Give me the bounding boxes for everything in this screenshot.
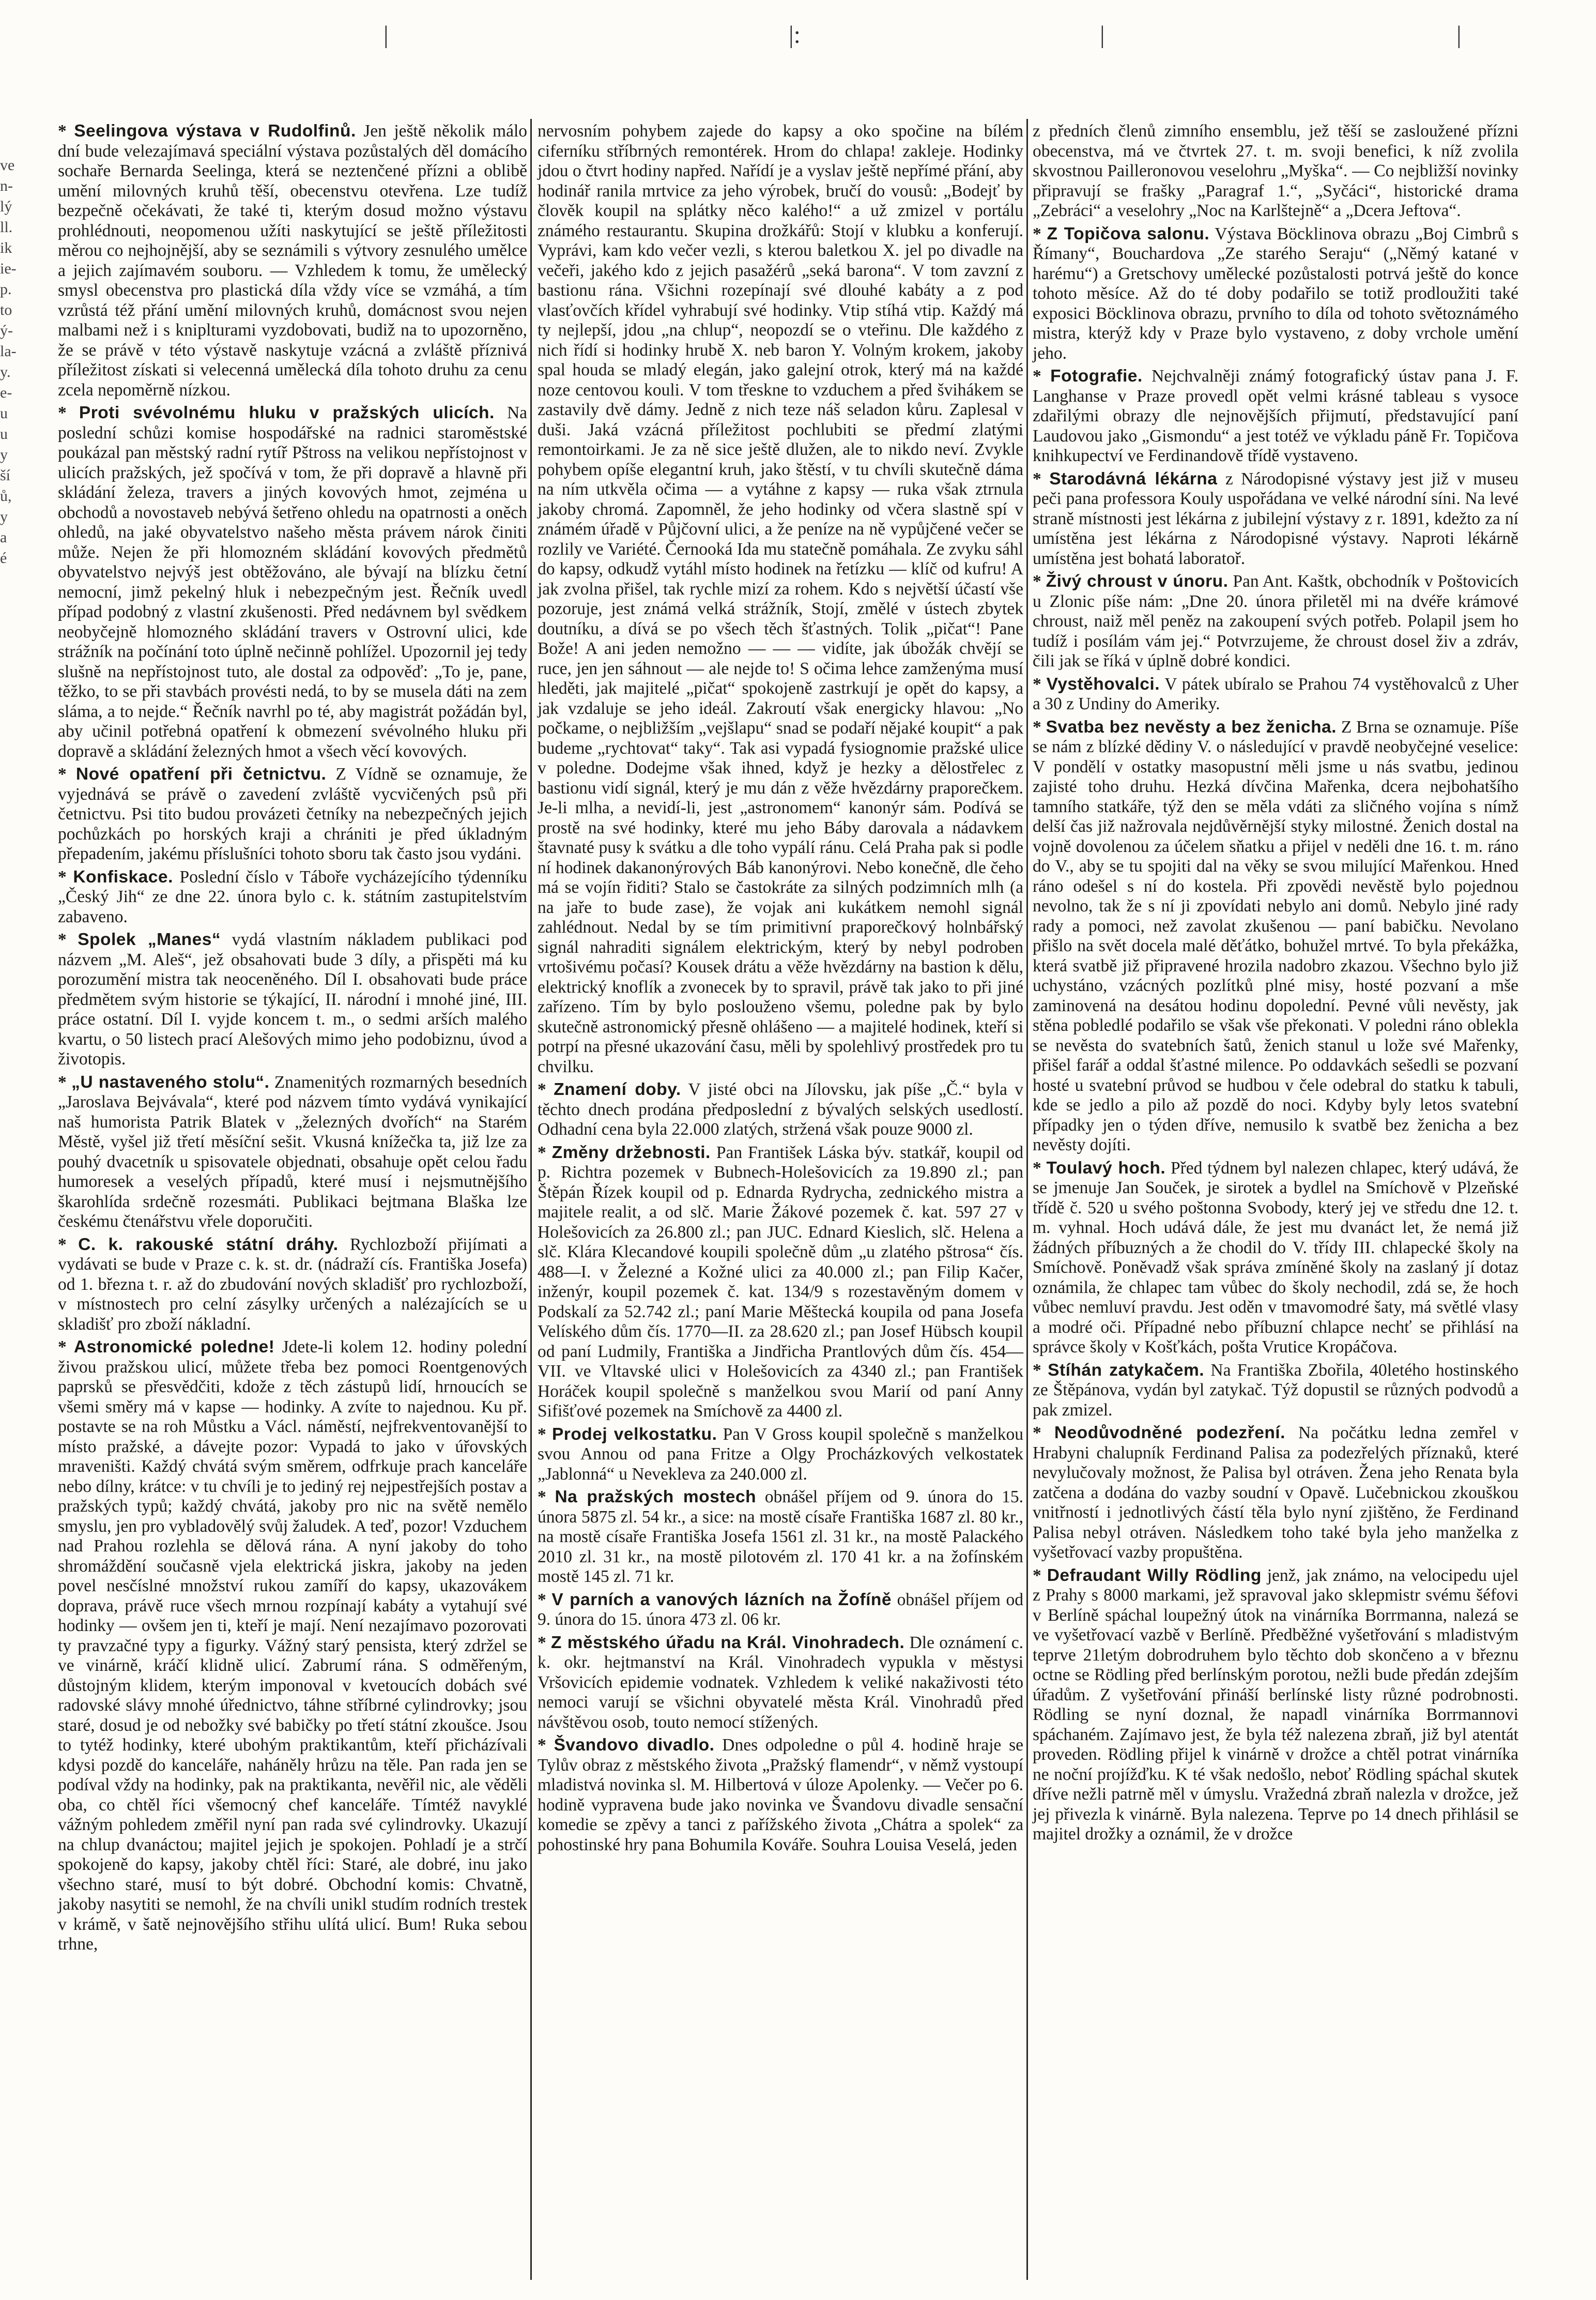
article-headline: „U nastaveného stolu“. (71, 1072, 270, 1092)
edge-fragment: to (0, 301, 12, 318)
edge-fragment: a (0, 529, 7, 546)
article-body: Dle oznámení c. k. okr. hejtmanství na Král. Vinohradech vypukla v městysi Vršovicích epidemie vodnatek. Vzhledem k veliké nakaživosti této nemoci varují se všichni obyvatelé města Král. Vinohradů před návštěvou osob, touto nemocí stížených. (538, 1633, 1023, 1732)
article-body: obnášel příjem od 9. února do 15. února 5875 zl. 54 kr., a sice: na mostě císaře Františka 1687 zl. 80 kr., na mostě císaře Františka Josefa 1561 zl. 31 kr., na mostě Palackého 2010 zl. 31 kr., na mostě pilotovém zl. 170 41 kr. a na žofínském mostě 145 zl. 71 kr. (538, 1487, 1023, 1586)
article-body: Znamenitých rozmarných besedních „Jaroslava Bejvávala“, které pod názvem tímto vydává vynikající naš humorista Patrik Blatek v „železných dvořích“ na Starém Městě, vyšel již třetí měsíční sešit. Vkusná knížečka ta, již lze za pouhý dvacetník u spisovatele objednati, obsahuje opět celou řadu humoresek a veselých případů, které musí i nejsmutnějšího škarohlída srdečně rozesmáti. Publikaci bejtmana Blaška lze českému čtenářstvu vřele doporučiti. (58, 1072, 528, 1231)
article-headline: Neodůvodněné podezření. (1054, 1423, 1285, 1442)
article-headline: C. k. rakouské státní dráhy. (78, 1235, 339, 1254)
article-headline: Z Topičova salonu. (1047, 224, 1210, 243)
article-headline: Proti svévolnému hluku v pražských ulicích. (79, 403, 495, 422)
article-bullet: * (58, 121, 74, 141)
article-body: nervosním pohybem zajede do kapsy a oko spočine na bílém ciferníku stříbrných remontérek. Hrom do chlapa! zakleje. Hodinky jdou o čtvrt hodiny napřed. Nařídí je a vyslav ještě nepřímé přání, aby hodinář ranila mrtvice za jeho výrobek, bručí do vousů: „Bodejť by člověk koupil na splátky něco kalého!“ a už zmizel v portálu známého restaurantu. Skupina drožkářů: Stojí v klubku a konferují. Vyprávi, kam kdo večer vezli, s kterou baletkou X. jel po divadle na večeři, jakého kdo z jejich pasažérů „seká barona“. V tom zavzní z bastionu rána. Všichni rozepínají své dlouhé kabáty a z pod vlasťovčích křídel vyhrabují své hodinky. Vtip stíhá vtip. Každý má ty nejlepší, jdou „na chlup“, neopozdí se o vteřinu. Dle každého z nich řídí si hodinky hrubě X. neb baron Y. Volným krokem, jakoby spal houda se mladý elegán, jako galejní otrok, který má na každé noze centovou kouli. V tom třeskne to vzduchem a před švihákem se zastavily dvě dámy. Jedně z nich teze náš seladon kůru. Zaplesal v duši. Jaká vzácná příležitost pochlubiti se předmí zlatými remontoirkami. Je za ně sice ještě dlužen, ale to nikdo neví. Zvykle pohybem opíše elegantní kruh, jako štěstí, v tu chvíli skutečně dáma na ním utkvěla očima — a vytáhne z kapsy — ruka však ztrnula jakoby chromá. Zapomněl, že jeho hodinky od včera slastně spí v známém úřadě v Půjčovní ulici, a že peníze na ně vypůjčené večer se rozlily ve Variété. Černooká Ida mu statečně pomáhala. Ze zvyku sáhl do kapsy, odkudž vytáhl místo hodinek na řetízku — klíč od kufru! A jak zvolna přišel, tak rychle mizí za rohem. Kdo s největší účastí vše pozoruje, jest známá velká strážník, Stojí, změlé v ústech zbytek doutníku, a dívá se po všech těch šťastných. Tolik „pičat“! Pane Bože! A ani jeden nemožno — — — vidíte, jak úbožák chvějí se ruce, jen jen sáhnout — ale nejde to! S očima lehce zamženýma musí hleděti, jak majitelé „pičat“ spokojeně zastrkují je opět do kapsy, a jak vzdaluje se jeho ideál. Zakroutí však energicky hlavou: „No počkame, o nejbližším „vejšlapu“ snad se podaří nějaké koupit“ a pak budeme „rychtovat“ taky“. Tak asi vypadá fysiognomie pražské ulice v poledne. Dodejme však ihned, když je hezky a dělostřelec z bastionu vidí signál, který je mu dán z věže hvězdárny praporečkem. Je-li mlha, a nevidí-li, jest „astronomem“ kanonýr sám. Podívá se prostě na své hodinky, které mu jeho Báby darovala a nádavkem štavnaté pusy k svátku a dle toho vypálí ránu. Celá Praha pak si podle ní hodinek dakanonýrových Báb kanonýrovi. Nebo konečně, dle čeho má se vojín řiditi? Stalo se častokráte za silných podzimních mlh (a na jaře to bude zase), že vojak ani kukátkem nemohl signál zahlédnout. Nedal by se tím primitivní praporečkový holnbářský signál nahraditi signálem elektrickým, který by nebyl podroben vrtošivému počasí? Kousek drátu a věže hvězdárny na bastion k dělu, elektrický knoflík a zvonecek by to spravil, právě tak jako to při jiné zařízeno. Tím by bylo poslouženo všemu, poledne pak by bylo skutečně astronomický přesně ohlášeno — a majitelé hodinek, kteří si potrpí na přesné ukazování času, měli by spolehlivý prostředek pro tu chvilku. (538, 121, 1023, 1076)
article-bullet: * (1033, 469, 1050, 489)
article-bullet: * (1033, 367, 1051, 386)
article-headline: V parních a vanových lázních na Žofíně (551, 1590, 892, 1609)
article-headline: Prodej velkostatku. (551, 1424, 717, 1444)
edge-fragment: u (0, 425, 8, 443)
edge-fragment: ší (0, 467, 11, 484)
article-body: Na počátku ledna zemřel v Hrabyni chalupník Ferdinand Palisa za podezřelých příznaků, které nevylučovaly možnost, že Palisa byl otráven. Žena jeho Renata byla zatčena a dodána do vazby soudní v Opavě. Lučebnickou zkouškou vnitřností i jednotlivých částí těla bylo nyní zjištěno, že Ferdinand Palisa nebyl otráven. Následkem toho také byla jeho manželka z vyšetřovací vazby propuštěna. (1033, 1423, 1519, 1562)
article-body: jenž, jak známo, na velocipedu ujel z Prahy s 8000 markami, jež spravoval jako sklepmistr svému šéfovi v Berlíně spáchal loupežný útok na vinárníka Borrmanna, nalezá se ve vyšetřovací vazbě v Berlíně. Předběžné vyšetřování s mladistvým teprve 21letým dobrodruhem bylo těchto dob skončeno a v březnu octne se Rödling před berlínským porotou, nežli bude předán zdejším úřadům. Z vyšetřování přináší berlínské listy různé podrobnosti. Rödling se nyní doznal, že napadl vinárníka Borrmannovi spáchaném. Zajímavo jest, že byla též nalezena zbraň, již byl atentát proveden. Rödling přijel k vinárně v drožce a chtěl potrat vinárníka ne noční projížďku. K té však nedošlo, neboť Rödling spáchal skutek dříve nežli patrně měl v úmyslu. Vražedná zbraň nalezla v drožce, jež jej přivezla k vinárně. Byla nalezena. Teprve po 14 dnech přihlásil se majitel drožky a oznámil, že v drožce (1033, 1565, 1519, 1844)
edge-fragment: ve (0, 157, 15, 174)
article-body: Jen ještě několik málo dní bude velezajímavá speciální výstava pozůstalých děl domácího sochaře Bernarda Seelinga, která se neztenčené přízni a oblibě umění milovných kruhů těší, obecenstvu otevřena. Lze tudíž bezpečně očekávati, že také ti, kterým dosud možno výstavu prohlédnouti, neopomenou užíti naskytující se ještě příležitosti měrou co nejhojnější, aby se seznámili s výtvory zesnulého umělce a jejich zajímavém souboru. — Vzhledem k tomu, že umělecký smysl obecenstva pro plastická díla vždy více se vzmáhá, a tím vzrůstá též přání umění milovných kruhů, domácnost svou nejen malbami než i s kniplturami vyzdobovati, budiž na to upozorněno, že se právě v této výstavě naskytuje vzácná a zvláště příznivá příležitost získati si velecenná umělecká díla tohoto druhu za cenu zcela nepoměrně nízkou. (58, 121, 528, 400)
column-2 (538, 121, 1023, 2272)
edge-fragment: n- (0, 177, 13, 194)
article-bullet: * (58, 1337, 74, 1357)
article (1033, 675, 1518, 714)
article-bullet: * (58, 1072, 72, 1092)
article-headline: Švandovo divadlo. (554, 1735, 715, 1755)
article (538, 1487, 1023, 1587)
article-body: Z Brna se oznamuje. Píše se nám z blízké dědiny V. o následující v pravdě neobyčejné veselice: V pondělí v ostatky masopustní měli jsme u nás svatbu, jedinou zajisté toho druhu. Hezká dívčina Mařenka, dcera nejbohatšího tamního statkáře, týž den se měla vdáti za sličného vojína s nímž delší čas již nažrovala nejdůvěrnější styky milostné. Ženich dostal na vojně dovolenou za účelem sňatku a přijel v neděli dne 16. t. m. ráno do V., aby se tu spojiti dal na věky se svou milující Mařenkou. Hned ráno odešel s ní do kostela. Při zpovědi nevěstě bylo pojednou nevolno, tak že s ní ji zpovídati nebylo ani domů. Nebylo jiné rady rady a pomoci, než zavolat zkušenou — paní babičku. Nevolano přišlo na svět docela malé děťátko, bohužel mrtvé. To byla překážka, která svatbě již připravené hrozila nadobro zkazou. Všechno bylo již uchystáno, vzácných pozlítků plné misy, hosté pozvaní a mše zaminovená na desátou hodinu dopolední. Pevné vůli nevěsty, jak stěna pobledlé podařilo se však vše překonati. V poledni ráno oblekla se nevěsta do svatebních šatů, ženich stanul u lože své Mařenky, přišel farář a oddal šťastné milence. Po oddavkách sešedli se pozvaní hosté u svatební průvod se hudbou v čele odebral do statku k tabuli, kde se jedlo a pilo až pozdě do noci. Kdyby byly letos svatební případky jen o týden dříve, nemusilo k svatbě bez ženicha a bez nevěsty dojíti. (1033, 717, 1519, 1154)
article (58, 867, 527, 927)
article-body: V pátek ubíralo se Prahou 74 vystěhovalců z Uher a 30 z Undiny do Ameriky. (1033, 674, 1518, 713)
column-1 (58, 121, 527, 2272)
article-body: Poslední číslo v Táboře vycházejícího týdenníku „Český Jih“ ze dne 22. února bylo c. k. státním zastupitelstvím zabaveno. (58, 867, 527, 926)
edge-fragment: ý- (0, 322, 13, 339)
edge-fragment: y (0, 446, 8, 463)
article-headline: Toulavý hoch. (1046, 1158, 1166, 1178)
article-bullet: * (538, 1080, 554, 1099)
article-bullet: * (1033, 717, 1046, 737)
article-headline: Z městského úřadu na Král. Vinohradech. (551, 1633, 905, 1652)
article-bullet: * (1033, 674, 1047, 694)
article-bullet: * (1033, 224, 1047, 243)
article (58, 1337, 527, 1955)
article-bullet: * (1033, 572, 1046, 591)
article-headline: Svatba bez nevěsty a bez ženicha. (1046, 717, 1337, 737)
article-body: z Národopisné výstavy jest již v museu peči pana professora Kouly uspořádana ve velké národní síni. Na levé straně místnosti jest lékárna z jubilejní výstavy z r. 1891, kdežto za ní umístěna jest lékárna z Národopisné výstavy. Naproti lékárně umístěna jest bohatá laboratoř. (1033, 469, 1519, 568)
article-headline: Nové opatření při četnictvu. (75, 765, 327, 784)
article (538, 1633, 1023, 1733)
article-body: Nejchvalněji známý fotografický ústav pana J. F. Langhanse v Praze provedl opět velmi krásné tableau s vysoce zdařilými obrazy dle nejnovějších přijmutí, představující paní Laudovou jako „Gismondu“ a jest totéž ve výkladu páně Fr. Topičova knihkupectví ve Ferdinandově třídě vystaveno. (1033, 367, 1519, 465)
article (58, 403, 527, 761)
article-bullet: * (58, 930, 78, 949)
edge-fragment: y (0, 508, 8, 525)
edge-fragment: e- (0, 384, 12, 401)
article-bullet: * (1033, 1565, 1047, 1585)
article-headline: Astronomické poledne! (73, 1337, 275, 1357)
article (58, 1073, 527, 1232)
edge-fragment: u (0, 405, 8, 422)
article (538, 1425, 1023, 1485)
article-headline: Fotografie. (1050, 367, 1143, 386)
left-edge-fragments (0, 155, 17, 620)
article-body: Na Františka Zbořila, 40letého hostinského ze Štěpánova, vydán byl zatykač. Týž dopustil se různých podvodů a pak zmizel. (1033, 1360, 1518, 1420)
top-mark: | (1456, 21, 1462, 49)
article-headline: Starodávná lékárna (1049, 469, 1218, 489)
article (1033, 367, 1518, 466)
article (538, 1143, 1023, 1422)
edge-fragment: y. (0, 363, 11, 380)
article-bullet: * (1033, 1360, 1048, 1380)
article (538, 121, 1023, 1077)
article-headline: Na pražských mostech (555, 1487, 757, 1506)
article (1033, 121, 1518, 221)
article-headline: Živý chroust v únoru. (1046, 572, 1229, 591)
article-body: obnášel příjem od 9. února do 15. února 473 zl. 06 kr. (538, 1590, 1024, 1629)
article-body: Výstava Böcklinova obrazu „Boj Cimbrů s Římany“, Bouchardova „Ze starého Seraju“ („Němý katané v harému“) a Gretschovy umělecké pozůstalosti potrvá ještě do konce tohoto měsíce. Až do té doby podařilo se totiž prodloužiti také exposici Böcklinova obrazu, prvního to díla od tohoto světoznámého mistra, kterýž kdy v Praze bylo vystaveno, z doby vrchole umění jeho. (1033, 224, 1518, 363)
article (1033, 1423, 1518, 1563)
article-body: z předních členů zimního ensemblu, jež těší se zasloužené přízni obecenstva, má ve čtvrtek 27. t. m. svoji benefici, k níž zvolila skvostnou Pailleronovou veselohru „Myška“. — Co nejbližší novinky připravují se frašky „Paragraf 1.“, „Syčáci“, historické drama „Zebráci“ a veselohry „Noc na Karlštejně“ a „Dcera Jeftova“. (1033, 121, 1518, 220)
article-headline: Seelingova výstava v Rudolfinů. (74, 121, 356, 141)
column-rule (530, 119, 532, 2280)
article-body: Jdete-li kolem 12. hodiny polední živou pražskou ulicí, můžete třeba bez pomoci Roentgenových paprsků se přesvědčiti, kdože z těch zástupů lidí, hrnoucích se všemi směry má v kapse — hodinky. A zvíte to najednou. Ku př. postavte se na roh Můstku a Václ. náměstí, nejfrekventovanější to místo pražské, a dávejte pozor: Vypadá to jako v úřovských mraveništi. Každý chvátá svým směrem, odfrkuje prach kanceláře nebo dílny, krátce: v tu chvíli je to jediný rej nejpestřejších postav a pražských typů; každý chvátá, jakoby pro nic na světě nemělo smyslu, jen pro vybladovělý svůj žaludek. A teď, pozor! Vzduchem nad Prahou rozlehla se dělová rána. A nyní jakoby do toho shromáždění současně vjela elektrická jiskra, jakoby na jeden povel nesčíslné množství rukou zamíří do kapsy, ukazovákem doprava, právě ruce všech mrnou rozpínají kabáty a vytahují své hodinky — ovšem jen ti, kteří je mají. Není nezajímavo pozorovati ty pravzačné typy a figurky. Vážný starý pensista, který zdržel se ve vinárně, kráčí klidně ulicí. Zabrumí rána. S odměřeným, důstojným klidem, kterým imponoval v kvetoucích dobách své radovské slávy mnohé úřednictvo, táhne stříbrné cylindrovky; jsou staré, dosud je od nebožky své babičky po třetí státní zkoušce. Jsou to tytéž hodinky, které ubohým praktikantům, kteří přicházívali kdysi pozdě do kanceláře, naháněly hrůzu na těle. Pan rada jen se podíval vždy na hodinky, pak na praktikanta, nevěřil nic, ale věděli oba, co chtěl říci všemocný chef kanceláře. Tímtéž navyklé vážným pohledem změřil nyní pan rada své cylindrovky. Ukazují na chlup dvanáctou; majitel jejich je spokojen. Pohladí je a strčí spokojeně do kapsy, jakoby chtěl říci: Staré, ale dobré, inu jako všechno staré, musí to být dobré. Obchodní komis: Chvatně, jakoby nasytiti se nemohl, že na chvíli unikl studím rodních trestek v krámě, v šatě nejnovějšího střihu ulítá ulicí. Bum! Ruka sebou trhne, (58, 1337, 527, 1954)
article-body: Pan V Gross koupil společně s manželkou svou Annou od pana Fritze a Olgy Procházkových velkostatek „Jablonná“ u Nevekleva za 240.000 zl. (538, 1424, 1023, 1484)
article-bullet: * (1033, 1423, 1054, 1442)
article (1033, 1361, 1518, 1421)
article-headline: Spolek „Manes“ (78, 930, 221, 949)
article (1033, 1566, 1518, 1845)
edge-fragment: ů, (0, 488, 12, 505)
article-bullet: * (538, 1487, 555, 1506)
edge-fragment: é (0, 550, 7, 567)
top-mark: | (1100, 21, 1105, 49)
article-bullet: * (58, 403, 79, 422)
article (58, 765, 527, 864)
article (58, 1235, 527, 1335)
article-body: Z Vídně se oznamuje, že vyjednává se právě o zavedení zvláště vycvičených psů při četnictvu. Psi tito budou provázeti četníky na nebezpečných jejich pochůzkách po horských kraji a chrániti je před úkladným přepadením, jakému příslušníci tohoto sboru tak často jsou vydáni. (58, 765, 528, 863)
article (58, 121, 527, 400)
article-headline: Stíhán zatykačem. (1048, 1360, 1205, 1380)
article (1033, 718, 1518, 1155)
article-body: Pan František Láska býv. statkář, koupil od p. Richtra pozemek v Bubnech-Holešovicích za 19.890 zl.; pan Štěpán Řízek koupil od p. Ednarda Rydrycha, zednického mistra a majitele realit, a od slč. Marie Žákové pozemek č. kat. 597 27 v Holešovicích za 26.800 zl.; pan JUC. Ednard Kieslich, slč. Helena a slč. Klára Klecandové koupili společně dům „u zlatého pštrosa“ čís. 488—I. v Železné a Kožné ulici za 40.000 zl.; pan Filip Kačer, inženýr, koupil pozemek č. kat. 134/9 s rozestavěným domem v Podskalí za 52.742 zl.; paní Marie Měštecká koupila od pana Josefa Velíského dům čís. 1770—II. za 28.620 zl.; pan Josef Hübsch koupil od paní Ludmily, Františka a Jindřicha Prantlových dům čís. 454—VII. ve Vltavské ulici v Holešovicích za 4340 zl.; pan František Horáček koupil společně s manželkou svou Marií od paní Anny Sifišťové pozemek na Smíchově za 4400 zl. (538, 1143, 1023, 1421)
article-body: Před týdnem byl nalezen chlapec, který udává, že se jmenuje Jan Souček, je sirotek a bydlel na Smíchově v Plzeňské třídě č. 520 u svého poštonna Svobody, který jej ve středu dne 12. t. m. vyhnal. Hoch udává dále, že jest mu dvanáct let, že nemá již žádných příbuzných a že chodil do V. třídy III. chlapecké školy na Smíchově. Poněvadž však správa zmíněné školy na zaslaný jí dotaz oznámila, že chlapec tam vůbec do školy nechodil, zdá se, že hoch vůbec nemluví pravdu. Jest oděn v tmavomodré šaty, má světlé vlasy a modré oči. Případné nebo příbuzní chlapce nechť se přihlásí na správce školy v Košťkách, pošta Vrutice Kropáčova. (1033, 1158, 1518, 1357)
article (1033, 224, 1518, 364)
article-bullet: * (58, 765, 76, 784)
article-body: Pan Ant. Kaštk, obchodník v Poštovicích u Zlonic píše nám: „Dne 20. února přiletěl mi na dvéře krámové chroust, naiž měl peněz na zakoupení svých potřeb. Polapil jsem ho tudíž i posílám vám jej.“ Potvrzujeme, že chroust dosel živ a zdráv, čili jak se říká v úplně dobré kondici. (1033, 572, 1519, 671)
edge-fragment: ie- (0, 260, 17, 277)
article-headline: Změny držebnosti. (551, 1143, 711, 1162)
article (538, 1590, 1023, 1630)
article-bullet: * (538, 1633, 551, 1652)
article (538, 1735, 1023, 1855)
article-bullet: * (1033, 1158, 1047, 1178)
article-body: V jisté obci na Jílovsku, jak píše „Č.“ byla v těchto dnech prodána předposlední z bývalých selských usedlostí. Odhadní cena byla 22.000 zlatých, stržená však pouze 9000 zl. (538, 1080, 1024, 1139)
article-body: Na poslední schůzi komise hospodářské na radnici staroměstské poukázal pan městský radní rytíř Pštross na velikou nepřístojnost v ulicích pražských, jež spočívá v tom, že při dopravě a hlavně při skládání železa, travers a jiných kovových hmot, zejména u obchodů a novostaveb nebývá šetřeno ohledu na opatrnosti a oněch ohledů, na jaké obyvatelstvo našeho města právem nárok činiti může. Nejen že při hlomozném skládání kovových předmětů obyvatelstvo nejvýš jest obtěžováno, ale bývají na blízku četní nemocní, jimž pekelný hluk i nebezpečným jest. Řečník uvedl případ podobný z vlastní zkušenosti. Před nedávnem byl svědkem neobyčejně hlomozného skládání travers v Ostrovní ulici, kde strážník na počínání toto úplně nečinně pohlížel. Upozornil jej tedy slušně na nepřístojnost tuto, ale dostal za odpověď: „To je, pane, těžko, to se při stavbách provésti nedá, to by se musela dáti na zem sláma, a to nejde.“ Řečník navrhl po té, aby magistrát požádán byl, aby učinil potřebná opatření k obmezení svévolného hluku při dopravě a skládání železných hmot a všech věcí kovových. (58, 403, 528, 761)
article (58, 930, 527, 1070)
article-bullet: * (538, 1590, 552, 1609)
article-bullet: * (58, 867, 73, 887)
article-bullet: * (538, 1424, 552, 1444)
article-bullet: * (538, 1735, 554, 1755)
top-mark: | (383, 21, 389, 49)
article-headline: Vystěhovalci. (1046, 674, 1160, 694)
article-body: Dnes odpoledne o půl 4. hodině hraje se Tylův obraz z městského života „Pražský flamendr“, v němž vystoupí mladistvá novinka sl. M. Hilbertová v úloze Apolenky. — Večer po 6. hodině vypravena bude jako novinka ve Švandovu divadle sensační komedie se zpěvy a tanci z pařížského života „Chátra a spolek“ za pohostinské hry pana Bohumila Kováře. Souhra Louisa Veselá, jeden (538, 1735, 1024, 1854)
article-headline: Znamení doby. (554, 1080, 681, 1099)
article-body: vydá vlastním nákladem publikaci pod názvem „M. Aleš“, jež obsahovati bude 3 díly, a přispěti má ku porozumění mistra tak neoceněného. Díl I. obsahovati bude práce předmětem svým historie se týkající, II. národní i mnohé jiné, III. práce ostatní. Díl I. vyjde koncem t. m., o sedmi arších malého kvartu, o 50 listech prací Alešových mimo jeho podobiznu, úvod a životopis. (58, 930, 527, 1069)
edge-fragment: la- (0, 343, 17, 360)
article-body: Rychlozboží přijímati a vydávati se bude v Praze c. k. st. dr. (nádraží cís. Františka Josefa) od 1. března t. r. až do zbudování nových skladišť pro rychlozboží, v místnostech pro celní zásylky určených a nalézajících se u skladišť pro zboží nákladní. (58, 1235, 528, 1334)
article (1033, 1159, 1518, 1358)
top-mark: |: (789, 21, 801, 49)
article-headline: Konfiskace. (73, 867, 173, 887)
article-bullet: * (538, 1143, 552, 1162)
edge-fragment: ik (0, 239, 12, 256)
column-3 (1033, 121, 1518, 2272)
article (1033, 572, 1518, 672)
edge-fragment: ll. (0, 219, 13, 236)
article-headline: Defraudant Willy Rödling (1047, 1565, 1262, 1585)
edge-fragment: lý (0, 198, 12, 215)
column-rule (1026, 119, 1028, 2280)
article (538, 1080, 1023, 1140)
edge-fragment: p. (0, 281, 12, 298)
article (1033, 469, 1518, 569)
article-bullet: * (58, 1235, 79, 1254)
